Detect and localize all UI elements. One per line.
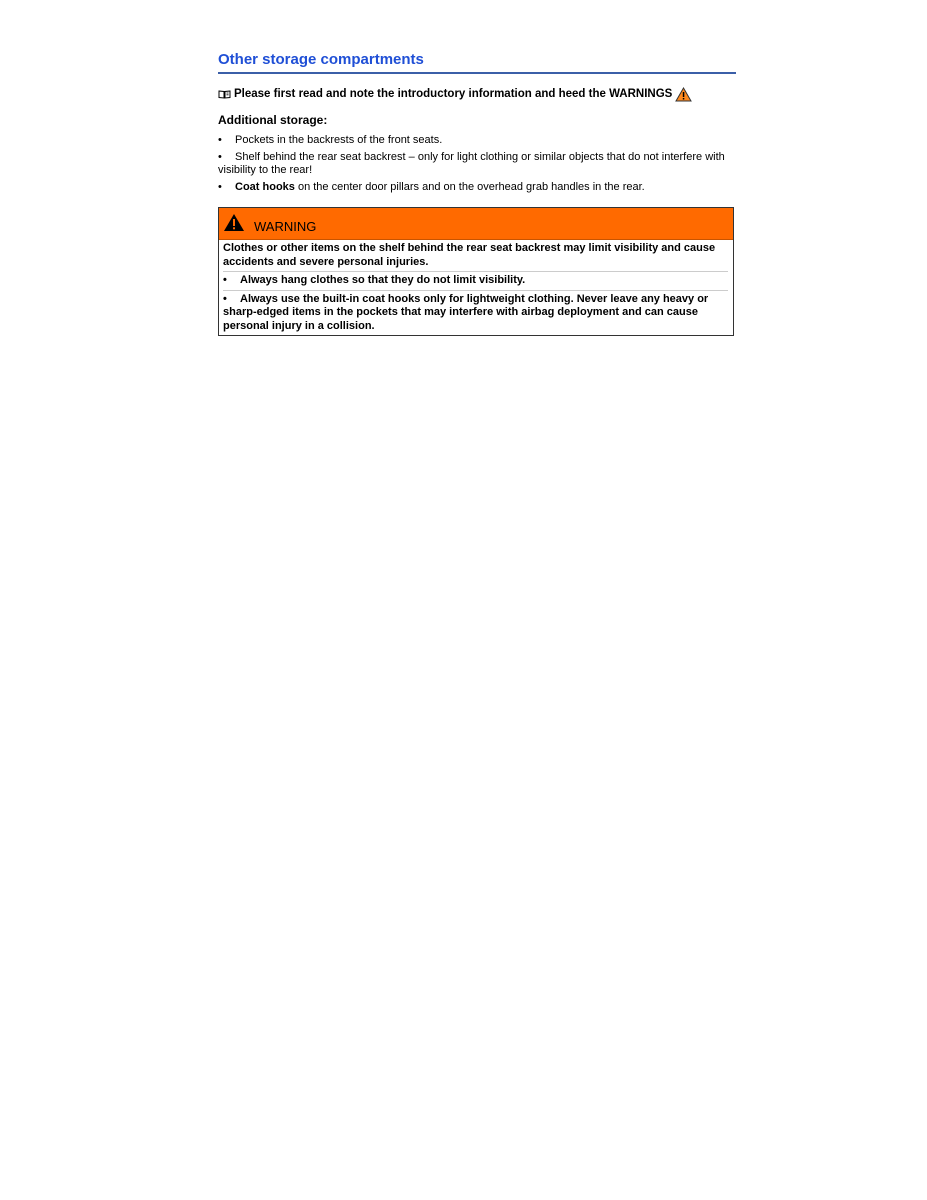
warning-triangle-icon[interactable] bbox=[675, 87, 692, 102]
warning-label: WARNING bbox=[254, 219, 317, 234]
warning-item bbox=[223, 271, 728, 288]
warning-item-text: Always use the built-in coat hooks only for lightweight clothing. Never leave any heavy or sharp-edged items in the pockets that may interfere with airbag deployment and can cause personal injury in a collision. bbox=[223, 292, 709, 332]
bullet-icon: • bbox=[223, 292, 227, 305]
read-note-text: Please first read and note the introductory information and heed the WARNINGS bbox=[234, 88, 673, 100]
item-text: Shelf behind the rear seat backrest – only for light clothing or similar objects that do not interfere with visibility to the rear! bbox=[218, 150, 725, 176]
warning-triangle-icon bbox=[223, 213, 245, 232]
additional-storage-list bbox=[218, 134, 736, 194]
additional-storage-heading: Additional storage: bbox=[218, 113, 328, 127]
list-item bbox=[218, 181, 736, 195]
item-text: Pockets in the backrests of the front seats. bbox=[235, 134, 443, 146]
warning-body bbox=[219, 240, 733, 335]
list-item bbox=[218, 151, 736, 178]
bullet-icon: • bbox=[218, 150, 222, 163]
warning-item-text: Always hang clothes so that they do not limit visibility. bbox=[240, 274, 526, 286]
warning-intro: Clothes or other items on the shelf behind the rear seat backrest may limit visibility and cause accidents and severe personal injuries. bbox=[223, 242, 716, 268]
section-title: Other storage compartments bbox=[218, 50, 736, 74]
document-content bbox=[218, 50, 736, 197]
read-note bbox=[218, 86, 736, 102]
book-icon bbox=[218, 89, 231, 99]
list-item bbox=[218, 134, 736, 148]
bullet-icon: • bbox=[223, 274, 227, 286]
bullet-icon: • bbox=[218, 134, 222, 146]
item-bold-text: Coat hooks bbox=[235, 180, 295, 193]
bullet-icon: • bbox=[218, 180, 222, 193]
item-text: on the center door pillars and on the overhead grab handles in the rear. bbox=[294, 180, 645, 193]
warning-header bbox=[219, 208, 733, 240]
warning-box bbox=[218, 207, 734, 336]
warning-item bbox=[223, 290, 728, 334]
